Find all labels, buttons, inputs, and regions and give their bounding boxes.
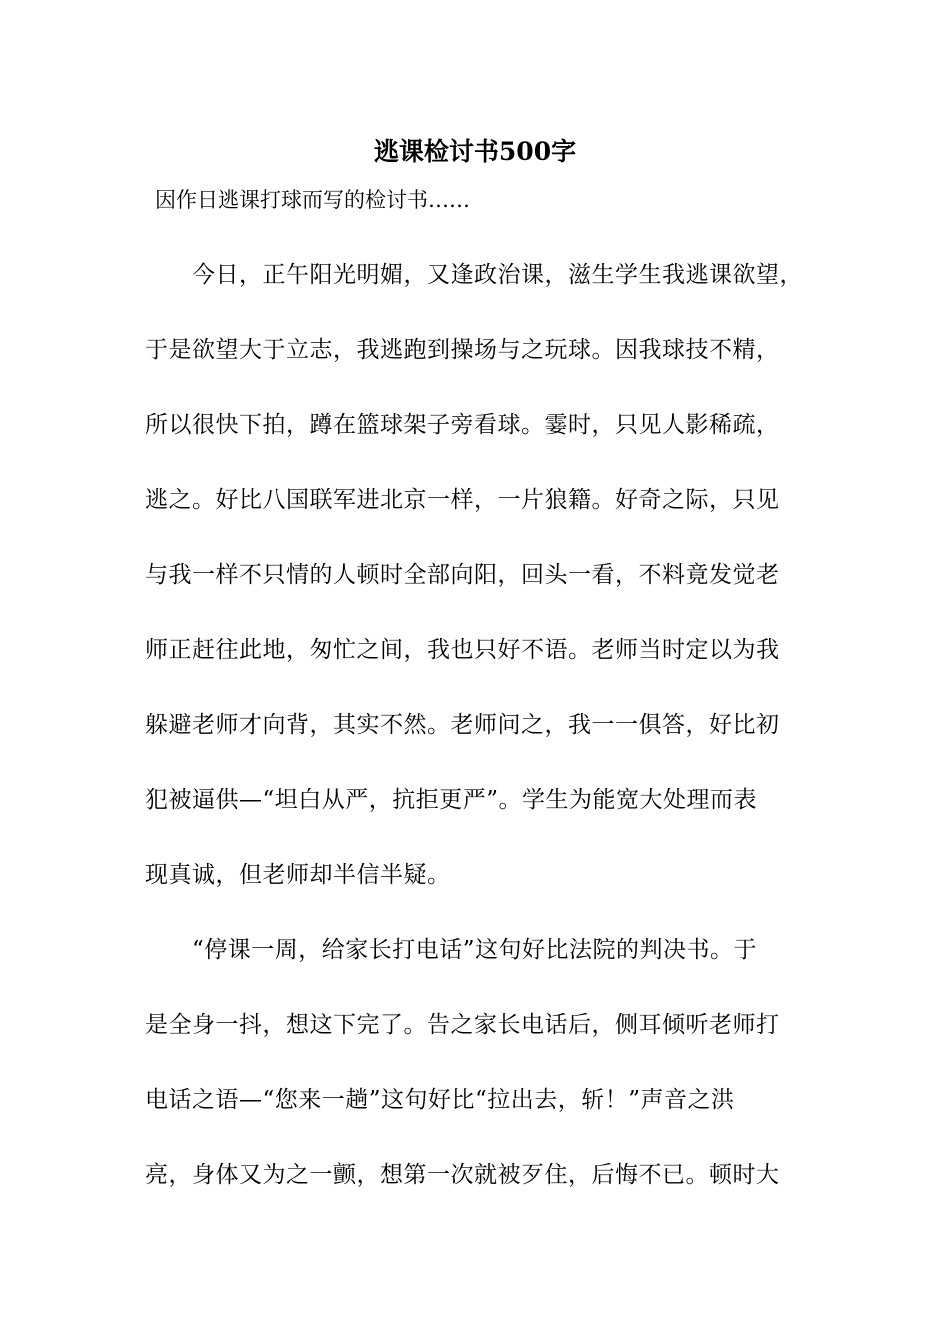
- document-title: 逃课检讨书500字: [373, 137, 577, 166]
- paragraph-line: 亮，身体又为之一颤，想第一次就被歹住，后悔不已。顿时大: [145, 1162, 780, 1188]
- paragraph-line: 今日，正午阳光明媚，又逢政治课，滋生学生我逃课欲望，: [192, 262, 803, 288]
- paragraph-line: 躲避老师才向背，其实不然。老师问之，我一一俱答，好比初: [145, 712, 780, 738]
- paragraph-line: 现真诚，但老师却半信半疑。: [145, 862, 451, 888]
- paragraph-line: 于是欲望大于立志，我逃跑到操场与之玩球。因我球技不精，: [145, 337, 780, 363]
- paragraph-line: 是全身一抖，想这下完了。告之家长电话后，侧耳倾听老师打: [145, 1012, 780, 1038]
- paragraph-line: 电话之语—“您来一趟”这句好比“拉出去，斩！”声音之洪: [145, 1087, 735, 1113]
- paragraph-line: 与我一样不只情的人顿时全部向阳，回头一看，不料竟发觉老: [145, 562, 780, 588]
- paragraph-line: 犯被逼供—“坦白从严，抗拒更严”。学生为能宽大处理而表: [145, 787, 758, 813]
- paragraph-line: 师正赶往此地，匆忙之间，我也只好不语。老师当时定以为我: [145, 637, 780, 663]
- paragraph-line: 所以很快下拍，蹲在篮球架子旁看球。霎时，只见人影稀疏，: [145, 412, 780, 438]
- paragraph-line: 逃之。好比八国联军进北京一样，一片狼籍。好奇之际，只见: [145, 487, 780, 513]
- document-subtitle: 因作日逃课打球而写的检讨书……: [155, 188, 470, 212]
- paragraph-line: “停课一周，给家长打电话”这句好比法院的判决书。于: [192, 937, 758, 963]
